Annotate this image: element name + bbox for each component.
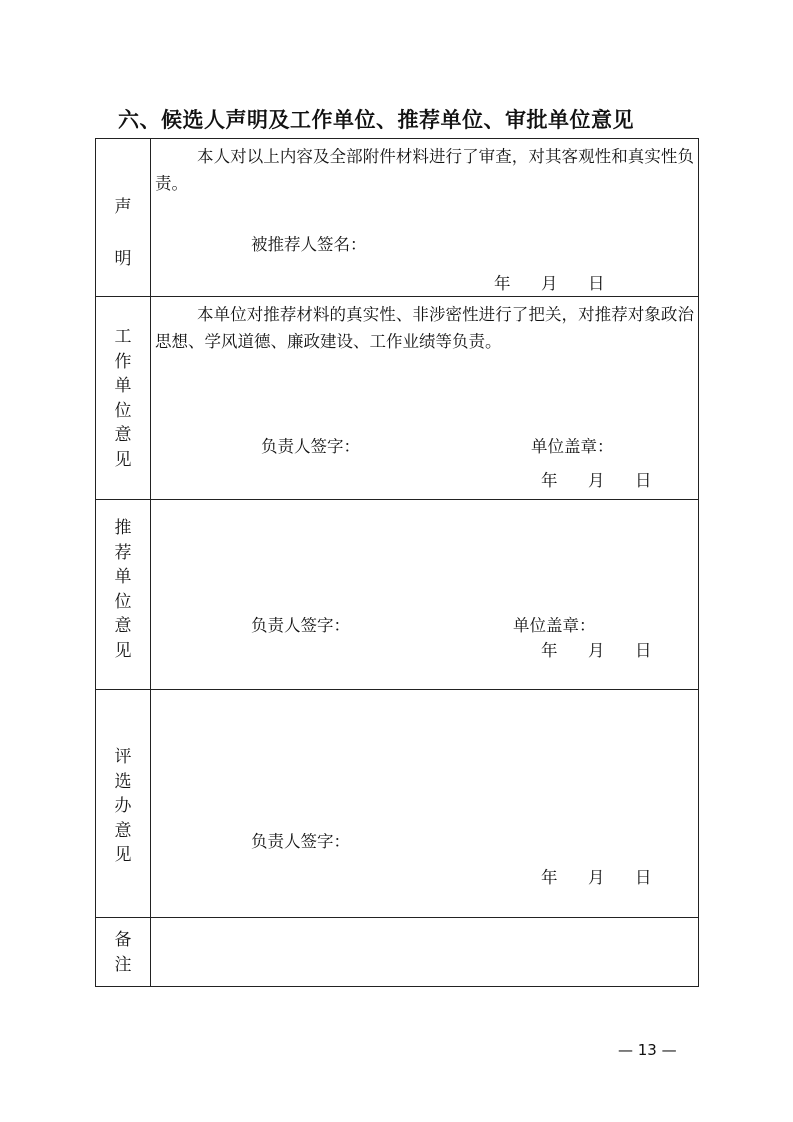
- work-unit-label-cell: [96, 297, 151, 500]
- recommending-unit-label-cell: [96, 500, 151, 690]
- work-unit-label: 工 作 单 位 意 见: [114, 327, 132, 470]
- work-unit-date-day: 日: [635, 471, 652, 490]
- nominee-signature-label: 被推荐人签名：: [251, 235, 367, 254]
- recommending-unit-content-cell[interactable]: [151, 500, 699, 690]
- recommending-unit-row: [96, 500, 699, 690]
- declaration-date-month: 月: [541, 274, 558, 293]
- evaluation-office-date-day: 日: [635, 868, 652, 887]
- declaration-label: 声 明: [114, 197, 132, 269]
- recommending-unit-label: 推 荐 单 位 意 见: [114, 518, 132, 661]
- work-unit-date-month: 月: [588, 471, 605, 490]
- evaluation-office-label-cell: [96, 690, 151, 918]
- declaration-content-cell[interactable]: [151, 139, 699, 297]
- work-unit-date-year: 年: [541, 471, 558, 490]
- evaluation-office-content-cell[interactable]: [151, 690, 699, 918]
- evaluation-office-date-month: 月: [588, 868, 605, 887]
- remarks-row: [96, 918, 699, 987]
- recommending-unit-date-year: 年: [541, 641, 558, 660]
- declaration-text: 本人对以上内容及全部附件材料进行了审查，对其客观性和真实性负责。: [155, 147, 694, 193]
- work-unit-text: 本单位对推荐材料的真实性、非涉密性进行了把关，对推荐对象政治思想、学风道德、廉政建设、工作业绩等负责。: [155, 305, 694, 351]
- opinion-form-table: [95, 138, 699, 987]
- remarks-label-cell: [96, 918, 151, 987]
- evaluation-office-date-year: 年: [541, 868, 558, 887]
- declaration-date-year: 年: [494, 274, 511, 293]
- work-unit-row: [96, 297, 699, 500]
- recommending-unit-date-day: 日: [635, 641, 652, 660]
- work-unit-content-cell[interactable]: [151, 297, 699, 500]
- declaration-row: [96, 139, 699, 297]
- evaluation-office-signature-label: 负责人签字：: [251, 832, 350, 851]
- remarks-label: 备 注: [114, 930, 132, 975]
- recommending-unit-date-month: 月: [588, 641, 605, 660]
- page-number: — 13 —: [618, 1041, 677, 1059]
- work-unit-seal-label: 单位盖章：: [531, 437, 614, 456]
- recommending-unit-seal-label: 单位盖章：: [513, 616, 596, 635]
- evaluation-office-label: 评 选 办 意 见: [114, 747, 132, 865]
- recommending-unit-signature-label: 负责人签字：: [251, 616, 350, 635]
- evaluation-office-row: [96, 690, 699, 918]
- section-heading: 六、候选人声明及工作单位、推荐单位、审批单位意见: [118, 108, 634, 132]
- work-unit-signature-label: 负责人签字：: [261, 437, 360, 456]
- remarks-content-cell[interactable]: [151, 918, 699, 987]
- declaration-label-cell: [96, 139, 151, 297]
- declaration-date-day: 日: [588, 274, 605, 293]
